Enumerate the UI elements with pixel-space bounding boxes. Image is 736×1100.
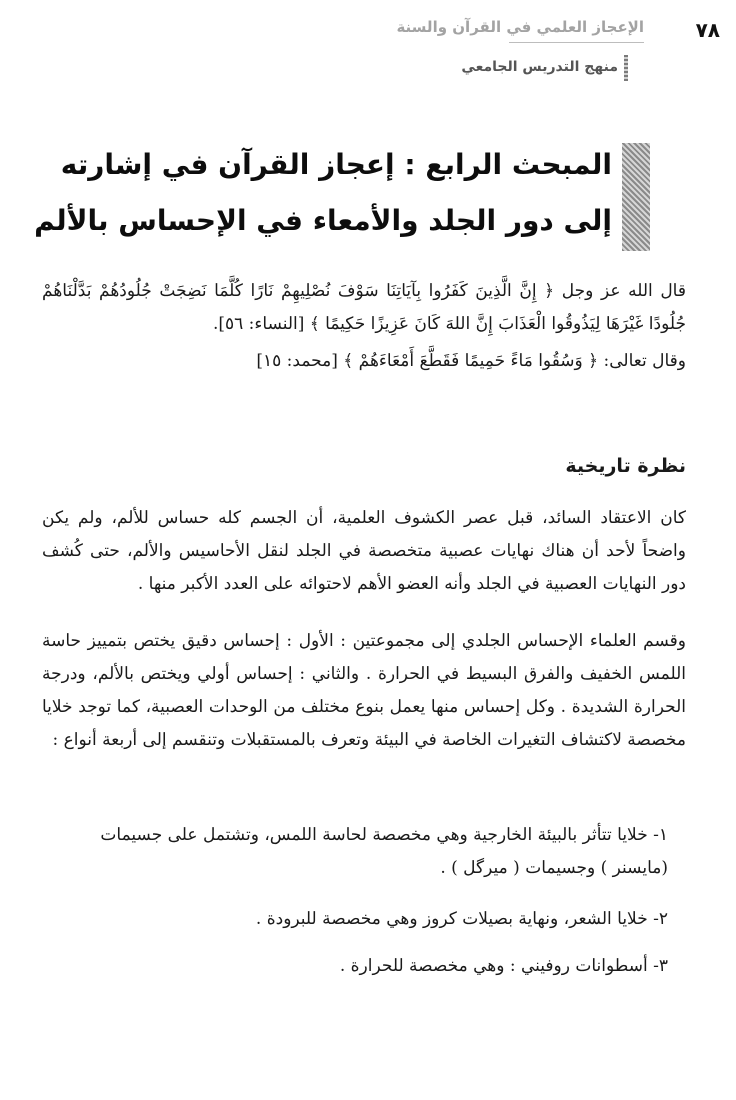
chapter-heading-line-1: المبحث الرابع : إعجاز القرآن في إشارته <box>60 148 612 181</box>
paragraph-classification: وقسم العلماء الإحساس الجلدي إلى مجموعتين : الأول : إحساس دقيق يختص بتمييز حاسة اللمس الخفيف والفرق البسيط في الحرارة . والثاني : إحساس أولي ويختص بالألم، ودرجة الحرارة الشديدة . وكل إحساس منها يعمل بنوع مختلف من الوحدات العصبية، كما توجد خلايا مخصصة لاكتشاف التغيرات الخاصة في البيئة وتعرف بالمستقبلات وتنقسم إلى أربعة أنواع : <box>42 631 686 750</box>
section-subheading: نظرة تاريخية <box>565 455 686 477</box>
list-item: ١- خلايا تتأثر بالبيئة الخارجية وهي مخصصة لحاسة اللمس، وتشتمل على جسيمات (مايسنر ) وجسيمات ( ميرگل ) . <box>100 825 668 878</box>
page-number: ٧٨ <box>695 18 720 42</box>
quran-verse-nisa: قال الله عز وجل ﴿ إِنَّ الَّذِينَ كَفَرُوا بِآيَاتِنَا سَوْفَ نُصْلِيهِمْ نَارًا كُلَّمَا نَضِجَتْ جُلُودُهُمْ بَدَّلْنَاهُمْ جُلُودًا غَيْرَهَا لِيَذُوقُوا الْعَذَابَ إِنَّ اللهَ كَانَ عَزِيزًا حَكِيمًا ﴾ [النساء: ٥٦]. <box>42 281 686 334</box>
quran-verse-muhammad: وقال تعالى: ﴿ وَسُقُوا مَاءً حَمِيمًا فَقَطَّعَ أَمْعَاءَهُمْ ﴾ [محمد: ١٥] <box>256 351 686 371</box>
running-header-section: منهج التدريس الجامعي <box>461 59 618 75</box>
chapter-heading-line-2: إلى دور الجلد والأمعاء في الإحساس بالألم <box>34 204 612 237</box>
running-header-title: الإعجاز العلمي في القرآن والسنة <box>396 18 644 36</box>
list-item: ٣- أسطوانات روفيني : وهي مخصصة للحرارة . <box>339 956 668 976</box>
header-decoration-bar <box>624 55 628 81</box>
header-rule <box>509 42 644 43</box>
heading-decoration-bar <box>622 143 650 251</box>
list-item: ٢- خلايا الشعر، ونهاية بصيلات كروز وهي مخصصة للبرودة . <box>255 909 668 929</box>
paragraph-history: كان الاعتقاد السائد، قبل عصر الكشوف العلمية، أن الجسم كله حساس للألم، ولم يكن واضحاً لأحد أن هناك نهايات عصبية متخصصة في الجلد لنقل الأحاسيس والألم، حتى كُشف دور النهايات العصبية في الجلد وأنه العضو الأهم لاحتوائه على العدد الأكبر منها . <box>42 508 686 594</box>
